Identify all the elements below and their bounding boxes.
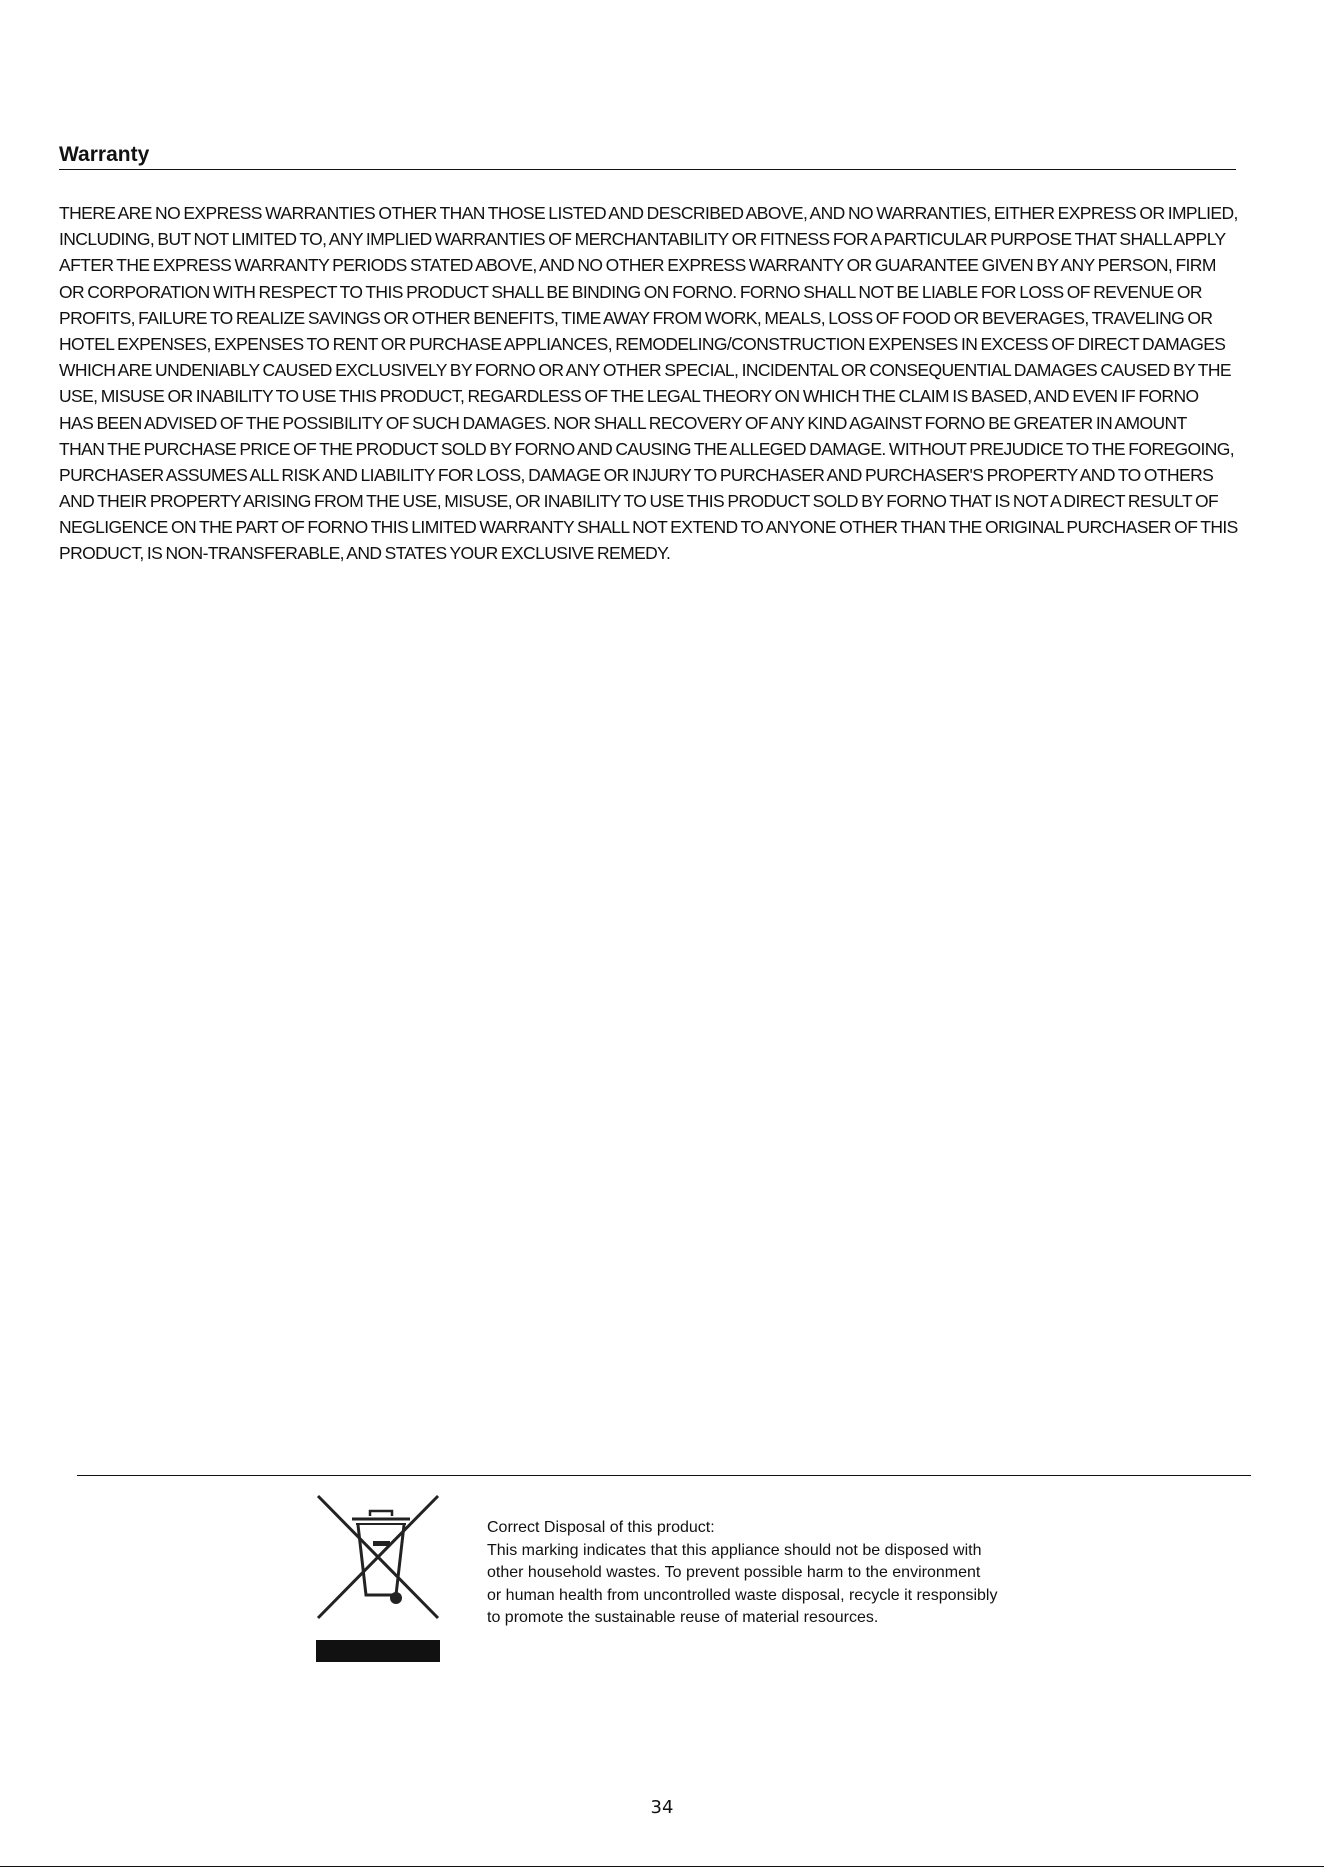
warranty-line: PURCHASER ASSUMES ALL RISK AND LIABILITY FOR LOSS, DAMAGE OR INJURY TO PURCHASER AND PURCHASER'S PROPERTY AND TO OTHERS: [59, 464, 1214, 485]
warranty-line: USE, MISUSE OR INABILITY TO USE THIS PRODUCT, REGARDLESS OF THE LEGAL THEORY ON WHICH THE CLAIM IS BASED, AND EVEN IF FORNO: [59, 386, 1199, 407]
disposal-line: This marking indicates that this appliance should not be disposed with: [487, 1541, 982, 1559]
warranty-line: OR CORPORATION WITH RESPECT TO THIS PRODUCT SHALL BE BINDING ON FORNO. FORNO SHALL NOT BE LIABLE FOR LOSS OF REVENUE OR: [59, 281, 1202, 302]
warranty-line: HAS BEEN ADVISED OF THE POSSIBILITY OF SUCH DAMAGES. NOR SHALL RECOVERY OF ANY KIND AGAINST FORNO BE GREATER IN AMOUNT: [59, 412, 1187, 433]
section-title: Warranty: [59, 143, 150, 166]
page-number: 34: [650, 1797, 674, 1818]
warranty-line: PRODUCT, IS NON-TRANSFERABLE, AND STATES YOUR EXCLUSIVE REMEDY.: [59, 543, 671, 564]
warranty-line: NEGLIGENCE ON THE PART OF FORNO THIS LIMITED WARRANTY SHALL NOT EXTEND TO ANYONE OTHER THAN THE ORIGINAL PURCHASER OF THIS: [59, 517, 1238, 538]
title-divider: [59, 169, 1236, 170]
disposal-line: to promote the sustainable reuse of material resources.: [487, 1609, 879, 1626]
warranty-line: INCLUDING, BUT NOT LIMITED TO, ANY IMPLIED WARRANTIES OF MERCHANTABILITY OR FITNESS FOR A PARTICULAR PURPOSE THAT SHALL APPLY: [59, 229, 1226, 250]
warranty-line: AFTER THE EXPRESS WARRANTY PERIODS STATED ABOVE, AND NO OTHER EXPRESS WARRANTY OR GUARANTEE GIVEN BY ANY PERSON, FIRM: [59, 255, 1216, 276]
crossed-out-wheeled-bin-icon: [316, 1494, 444, 1662]
warranty-line: WHICH ARE UNDENIABLY CAUSED EXCLUSIVELY BY FORNO OR ANY OTHER SPECIAL, INCIDENTAL OR CONSEQUENTIAL DAMAGES CAUSED BY THE: [59, 360, 1231, 381]
disposal-line: or human health from uncontrolled waste disposal, recycle it responsibly: [487, 1586, 998, 1604]
disposal-notice: [487, 1517, 1107, 1630]
warranty-line: THAN THE PURCHASE PRICE OF THE PRODUCT SOLD BY FORNO AND CAUSING THE ALLEGED DAMAGE. WITHOUT PREJUDICE TO THE FOREGOING,: [59, 438, 1235, 459]
disposal-divider: [77, 1475, 1251, 1476]
disposal-line: other household wastes. To prevent possible harm to the environment: [487, 1564, 981, 1581]
bottom-edge-line: [0, 1866, 1324, 1867]
disposal-heading: Correct Disposal of this product:: [487, 1519, 715, 1536]
warranty-line: AND THEIR PROPERTY ARISING FROM THE USE, MISUSE, OR INABILITY TO USE THIS PRODUCT SOLD BY FORNO THAT IS NOT A DIRECT RESULT OF: [59, 491, 1219, 512]
warranty-line: PROFITS, FAILURE TO REALIZE SAVINGS OR OTHER BENEFITS, TIME AWAY FROM WORK, MEALS, LOSS OF FOOD OR BEVERAGES, TRAVELING OR: [59, 307, 1213, 328]
warranty-text: [59, 200, 1269, 567]
warranty-line: HOTEL EXPENSES, EXPENSES TO RENT OR PURCHASE APPLIANCES, REMODELING/CONSTRUCTION EXPENSES IN EXCESS OF DIRECT DAMAGES: [59, 333, 1226, 354]
warranty-line: THERE ARE NO EXPRESS WARRANTIES OTHER THAN THOSE LISTED AND DESCRIBED ABOVE, AND NO WARRANTIES, EITHER EXPRESS OR IMPLIED,: [59, 203, 1238, 223]
